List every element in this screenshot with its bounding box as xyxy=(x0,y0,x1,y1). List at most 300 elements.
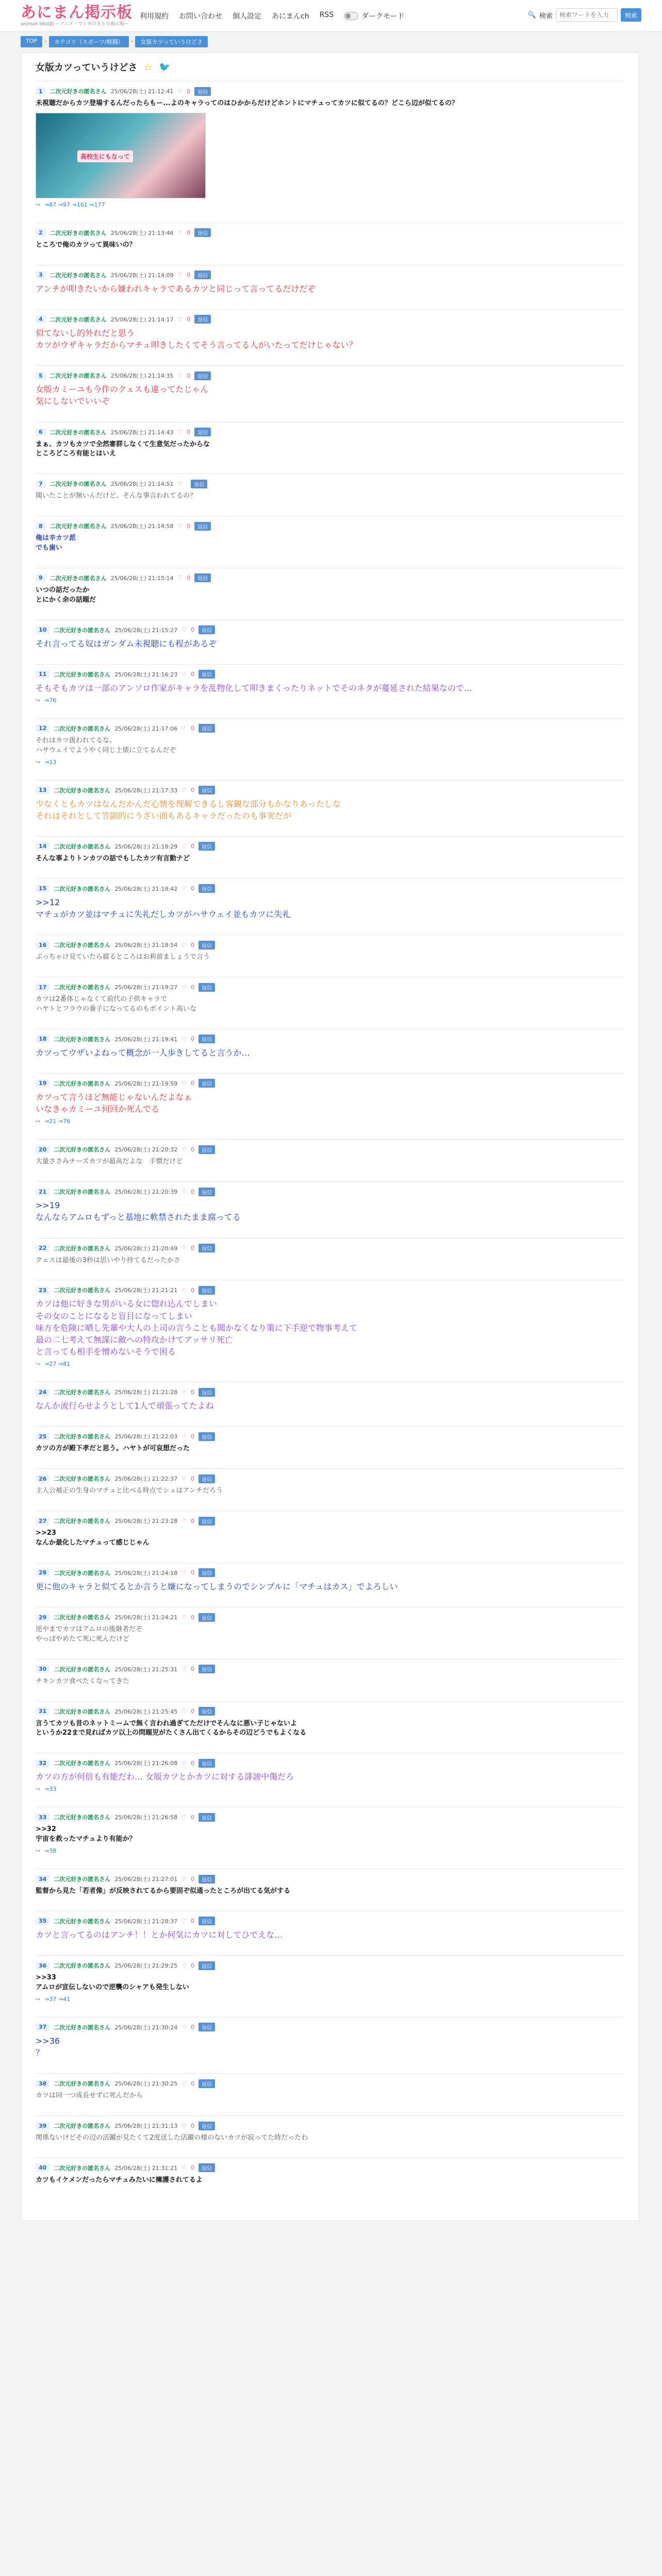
reply-button[interactable]: 返信 xyxy=(198,1286,215,1295)
heart-icon[interactable]: ♡ xyxy=(177,522,183,530)
post-meta xyxy=(36,940,624,950)
darkmode-label: ダークモード xyxy=(361,12,405,21)
reply-button[interactable]: 返信 xyxy=(198,1875,215,1884)
post-29 xyxy=(36,1607,624,1653)
post-39 xyxy=(36,2115,624,2151)
post-meta xyxy=(36,1432,624,1441)
reply-button[interactable]: 返信 xyxy=(198,1568,215,1577)
reply-links[interactable]: ⇒76 xyxy=(44,697,57,704)
like-count: 0 xyxy=(191,1517,195,1524)
breadcrumb-category[interactable]: カテゴリ（スポーツ/格闘） xyxy=(49,36,129,47)
post-body: >>36 ？ xyxy=(36,2036,60,2058)
post-number[interactable]: 13 xyxy=(36,786,49,794)
post-meta xyxy=(36,1187,624,1196)
post-meta xyxy=(36,228,624,238)
post-32 xyxy=(36,1753,624,1801)
post-replies xyxy=(36,1848,624,1854)
reply-button[interactable]: 返信 xyxy=(198,724,215,733)
reply-button[interactable]: 返信 xyxy=(198,786,215,794)
post-date: 25/06/28(土) 21:30:24 xyxy=(114,2024,178,2031)
post-number[interactable]: 24 xyxy=(36,1388,49,1396)
twitter-share-icon[interactable]: 🐦 xyxy=(159,61,171,73)
nav-link-terms[interactable]: 利用規約 xyxy=(140,12,169,21)
post-body: 主人公補正の生身のマチュと比べる時点でシュはアンチだろう xyxy=(36,1487,223,1495)
post-number[interactable]: 28 xyxy=(36,1569,49,1577)
post-number[interactable]: 19 xyxy=(36,1079,49,1087)
like-count: 0 xyxy=(191,1388,195,1396)
reply-button[interactable]: 返信 xyxy=(198,1665,215,1673)
post-meta xyxy=(36,670,624,679)
reply-button[interactable]: 返信 xyxy=(198,1517,215,1526)
post-number[interactable]: 25 xyxy=(36,1433,49,1440)
breadcrumb xyxy=(21,36,662,47)
like-count: 0 xyxy=(187,272,191,279)
post-date: 25/06/28(土) 21:24:21 xyxy=(114,1614,178,1621)
post-body: >>12 マチュがカツ並はマチュに失礼だしカツがハサウェイ並もカツに失礼 xyxy=(36,897,291,919)
reply-button[interactable]: 返信 xyxy=(198,1388,215,1397)
reply-button[interactable]: 返信 xyxy=(194,228,211,237)
post-number[interactable]: 2 xyxy=(36,229,46,236)
post-number[interactable]: 20 xyxy=(36,1146,49,1154)
post-author: 二次元好きの匿名さん xyxy=(54,1962,111,1970)
like-count: 0 xyxy=(191,1569,195,1577)
post-number[interactable]: 9 xyxy=(36,574,46,582)
post-date: 25/06/28(土) 21:25:31 xyxy=(114,1666,178,1673)
post-number[interactable]: 36 xyxy=(36,1962,49,1970)
post-number[interactable]: 6 xyxy=(36,428,46,436)
post-meta xyxy=(36,371,624,380)
like-count: 0 xyxy=(191,1036,195,1043)
like-count: 0 xyxy=(191,1918,195,1925)
post-author: 二次元好きの匿名さん xyxy=(54,787,111,794)
post-number[interactable]: 32 xyxy=(36,1759,49,1767)
post-number[interactable]: 11 xyxy=(36,670,49,678)
post-number[interactable]: 1 xyxy=(36,88,46,95)
heart-icon[interactable]: ♡ xyxy=(181,1569,187,1577)
heart-icon[interactable]: ♡ xyxy=(181,1475,187,1482)
reply-button[interactable]: 返信 xyxy=(198,1917,215,1925)
like-count: 0 xyxy=(187,574,191,582)
post-27 xyxy=(36,1511,624,1556)
post-date: 25/06/28(土) 21:28:37 xyxy=(114,1918,178,1925)
like-count: 0 xyxy=(191,1614,195,1621)
like-count: 0 xyxy=(191,1475,195,1482)
post-number[interactable]: 34 xyxy=(36,1875,49,1883)
post-meta xyxy=(36,270,624,280)
reply-button[interactable]: 返信 xyxy=(198,1475,215,1483)
reply-links[interactable]: ⇒87 ⇒97 ⇒161 ⇒177 xyxy=(44,201,105,208)
search-button[interactable]: 検索 xyxy=(621,8,641,22)
heart-icon[interactable]: ♡ xyxy=(177,272,183,279)
like-count: 0 xyxy=(191,671,195,678)
post-meta xyxy=(36,1707,624,1716)
post-number[interactable]: 17 xyxy=(36,984,49,991)
post-number[interactable]: 31 xyxy=(36,1707,49,1715)
reply-arrow-icon: ↪ xyxy=(36,697,41,704)
breadcrumb-separator: › xyxy=(44,38,47,45)
post-author: 二次元好きの匿名さん xyxy=(54,1876,111,1883)
reply-button[interactable]: 返信 xyxy=(191,480,207,488)
post-author: 二次元好きの匿名さん xyxy=(54,1433,111,1440)
reply-button[interactable]: 返信 xyxy=(198,1613,215,1622)
heart-icon[interactable]: ♡ xyxy=(181,1433,187,1440)
heart-icon[interactable]: ♡ xyxy=(181,843,187,850)
post-date: 25/06/28(土) 21:22:37 xyxy=(114,1476,178,1483)
post-number[interactable]: 22 xyxy=(36,1244,49,1252)
post-6 xyxy=(36,422,624,468)
heart-icon[interactable]: ♡ xyxy=(181,1188,187,1195)
post-meta xyxy=(36,842,624,851)
breadcrumb-thread[interactable]: 女版カツっていうけどさ xyxy=(135,36,208,47)
post-meta xyxy=(36,786,624,795)
breadcrumb-top[interactable]: TOP xyxy=(21,36,42,47)
toggle-switch-icon[interactable] xyxy=(344,12,358,20)
post-number[interactable]: 14 xyxy=(36,842,49,850)
reply-button[interactable]: 返信 xyxy=(194,270,211,279)
heart-icon[interactable]: ♡ xyxy=(177,88,183,95)
post-19 xyxy=(36,1073,624,1133)
thread-panel xyxy=(21,53,639,2221)
like-count: 0 xyxy=(187,372,191,379)
post-body: なんか流行らせようとして1人で頑張ってたよね xyxy=(36,1401,214,1411)
post-31 xyxy=(36,1701,624,1747)
reply-button[interactable]: 返信 xyxy=(194,573,211,582)
post-number[interactable]: 38 xyxy=(36,2080,49,2088)
reply-links[interactable]: ⇒37 ⇒41 xyxy=(44,1995,71,2003)
post-number[interactable]: 40 xyxy=(36,2164,49,2172)
post-meta xyxy=(36,521,624,531)
post-date: 25/06/28(土) 21:21:28 xyxy=(114,1389,178,1396)
post-replies xyxy=(36,759,624,766)
heart-icon[interactable]: ♡ xyxy=(181,1614,187,1621)
heart-icon[interactable]: ♡ xyxy=(181,1759,187,1767)
post-15 xyxy=(36,878,624,928)
post-meta xyxy=(36,315,624,324)
reply-button[interactable]: 返信 xyxy=(198,1244,215,1252)
breadcrumb-separator: › xyxy=(130,38,134,45)
heart-icon[interactable]: ♡ xyxy=(181,1517,187,1524)
reply-button[interactable]: 返信 xyxy=(198,941,215,950)
post-author: 二次元好きの匿名さん xyxy=(49,272,107,279)
post-body: それはカツ扱われてるな。 ハサウェイでようやく同じ土俵に立てるんだぞ xyxy=(36,736,176,754)
post-body: カツは2番体じゃなくて前代の子供キャラで ハヤトとフラウの養子になってるのもポイント高いな xyxy=(36,995,197,1013)
post-list xyxy=(36,81,624,2194)
search-label: 検索 xyxy=(539,12,553,20)
heart-icon[interactable]: ♡ xyxy=(181,671,187,678)
heart-icon[interactable]: ♡ xyxy=(181,1245,187,1251)
heart-icon[interactable]: ♡ xyxy=(177,429,183,436)
heart-icon[interactable]: ♡ xyxy=(181,626,187,634)
post-date: 25/06/28(土) 21:20:32 xyxy=(114,1146,178,1154)
reply-button[interactable]: 返信 xyxy=(198,1079,215,1088)
post-number[interactable]: 18 xyxy=(36,1035,49,1043)
like-count: 0 xyxy=(191,725,195,732)
post-date: 25/06/28(土) 21:22:03 xyxy=(114,1433,178,1440)
post-author: 二次元好きの匿名さん xyxy=(54,843,111,850)
post-body: ぶっちゃけ見ていたら腐るところはお莉前ましょうで言う xyxy=(36,953,210,961)
nav-link-settings[interactable]: 個人設定 xyxy=(233,12,261,21)
reply-button[interactable]: 返信 xyxy=(194,428,211,436)
like-count: 0 xyxy=(191,1666,195,1673)
like-count: 0 xyxy=(191,984,195,991)
site-logo-text: あにまん掲示板 xyxy=(21,3,133,22)
post-number[interactable]: 12 xyxy=(36,724,49,732)
post-21 xyxy=(36,1181,624,1231)
post-meta xyxy=(36,1568,624,1578)
heart-icon[interactable]: ♡ xyxy=(181,885,187,892)
reply-links[interactable]: ⇒38 xyxy=(44,1848,57,1855)
reply-button[interactable]: 返信 xyxy=(194,371,211,380)
post-11 xyxy=(36,664,624,712)
post-meta xyxy=(36,1917,624,1926)
heart-icon[interactable]: ♡ xyxy=(177,574,183,582)
heart-icon[interactable]: ♡ xyxy=(177,372,183,379)
heart-icon[interactable]: ♡ xyxy=(181,1708,187,1715)
reply-button[interactable]: 返信 xyxy=(198,1707,215,1716)
post-meta xyxy=(36,1665,624,1674)
heart-icon[interactable]: ♡ xyxy=(181,725,187,732)
post-number[interactable]: 21 xyxy=(36,1188,49,1196)
reply-button[interactable]: 返信 xyxy=(198,1759,215,1768)
post-date: 25/06/28(土) 21:18:29 xyxy=(114,843,178,850)
post-author: 二次元好きの匿名さん xyxy=(54,725,111,732)
heart-icon[interactable]: ♡ xyxy=(181,1962,187,1969)
nav-link-contact[interactable]: お問い合わせ xyxy=(179,12,222,21)
post-number[interactable]: 15 xyxy=(36,885,49,892)
reply-button[interactable]: 返信 xyxy=(198,1432,215,1441)
heart-icon[interactable]: ♡ xyxy=(177,480,183,487)
reply-button[interactable]: 返信 xyxy=(198,1961,215,1970)
post-number[interactable]: 16 xyxy=(36,941,49,949)
darkmode-toggle[interactable] xyxy=(344,11,404,21)
post-author: 二次元好きの匿名さん xyxy=(54,626,111,634)
post-meta xyxy=(36,1079,624,1088)
post-body: チキンカツ食べたくなってきた xyxy=(36,1677,129,1685)
post-30 xyxy=(36,1659,624,1695)
heart-icon[interactable]: ♡ xyxy=(181,787,187,794)
reply-button[interactable]: 返信 xyxy=(194,315,211,324)
post-date: 25/06/28(土) 21:17:33 xyxy=(114,787,178,794)
post-body: >>19 なんならアムロもずっと基地に軟禁されたまま腐ってる xyxy=(36,1200,241,1223)
post-date: 25/06/28(土) 21:20:39 xyxy=(114,1189,178,1196)
post-author: 二次元好きの匿名さん xyxy=(54,2123,111,2130)
post-meta xyxy=(36,1035,624,1044)
post-meta xyxy=(36,2121,624,2130)
post-meta xyxy=(36,479,624,488)
post-date: 25/06/28(土) 21:24:18 xyxy=(114,1569,178,1577)
post-meta xyxy=(36,1961,624,1970)
heart-icon[interactable]: ♡ xyxy=(181,2122,187,2129)
reply-arrow-icon: ↪ xyxy=(36,1361,41,1368)
reply-button[interactable]: 返信 xyxy=(198,670,215,679)
reply-button[interactable]: 返信 xyxy=(198,1813,215,1822)
site-logo[interactable] xyxy=(21,5,133,27)
heart-icon[interactable]: ♡ xyxy=(181,1666,187,1673)
post-26 xyxy=(36,1468,624,1504)
post-body: そもそもカツは一部のアンソロ作家がキャラを乱物化して叩きまくったりネットでそのネタが蔓延された結果なので… xyxy=(36,683,473,693)
favorite-star-icon[interactable]: ☆ xyxy=(143,61,153,73)
heart-icon[interactable]: ♡ xyxy=(181,2080,187,2087)
post-replies xyxy=(36,697,624,704)
reply-button[interactable]: 返信 xyxy=(194,87,211,96)
heart-icon[interactable]: ♡ xyxy=(177,316,183,323)
heart-icon[interactable]: ♡ xyxy=(181,1875,187,1883)
post-body: カツの方が殿下孝だと思う。ハヤトが可哀想だった xyxy=(36,1445,190,1453)
post-14 xyxy=(36,836,624,872)
post-25 xyxy=(36,1426,624,1462)
post-image[interactable] xyxy=(36,113,206,198)
heart-icon[interactable]: ♡ xyxy=(181,1146,187,1153)
post-meta xyxy=(36,1387,624,1397)
post-meta xyxy=(36,1613,624,1622)
reply-arrow-icon: ↪ xyxy=(36,1786,41,1793)
heart-icon[interactable]: ♡ xyxy=(181,2164,187,2172)
post-date: 25/06/28(土) 21:25:45 xyxy=(114,1708,178,1715)
reply-button[interactable]: 返信 xyxy=(198,2023,215,2031)
post-meta xyxy=(36,1474,624,1483)
nav-link-rss[interactable]: RSS xyxy=(319,10,334,19)
post-number[interactable]: 37 xyxy=(36,2023,49,2031)
post-date: 25/06/28(土) 21:16:23 xyxy=(114,671,178,678)
post-number[interactable]: 33 xyxy=(36,1814,49,1821)
like-count: 0 xyxy=(191,1080,195,1087)
heart-icon[interactable]: ♡ xyxy=(181,1036,187,1043)
heart-icon[interactable]: ♡ xyxy=(181,1388,187,1396)
heart-icon[interactable]: ♡ xyxy=(181,984,187,991)
post-body: まぁ、カツもカツで全然審群しなくて生意気だったからな ところどころ有能とはいえ xyxy=(36,440,210,458)
post-author: 二次元好きの匿名さん xyxy=(54,1036,111,1043)
like-count: 0 xyxy=(191,626,195,634)
reply-button[interactable]: 返信 xyxy=(198,1035,215,1043)
reply-button[interactable]: 返信 xyxy=(198,1145,215,1154)
post-13 xyxy=(36,780,624,830)
post-body: >>32 宇宙を救ったマチュより有能か？ xyxy=(36,1825,136,1843)
heart-icon[interactable]: ♡ xyxy=(181,1918,187,1925)
post-body: 女版カミーユも今作のクェスも違ってたじゃん 気にしないでいいぞ xyxy=(36,384,209,406)
post-20 xyxy=(36,1139,624,1175)
post-number[interactable]: 7 xyxy=(36,480,46,488)
nav-link-animanch[interactable]: あにまんch xyxy=(272,12,309,21)
post-meta xyxy=(36,2079,624,2088)
post-number[interactable]: 8 xyxy=(36,522,46,530)
post-body: いつの話だったか とにかく余の話題だ xyxy=(36,586,96,604)
heart-icon[interactable]: ♡ xyxy=(181,1080,187,1087)
post-date: 25/06/28(土) 21:17:06 xyxy=(114,725,178,732)
post-meta xyxy=(36,1244,624,1253)
post-number[interactable]: 10 xyxy=(36,626,49,634)
post-18 xyxy=(36,1029,624,1067)
post-replies xyxy=(36,1996,624,2003)
post-number[interactable]: 29 xyxy=(36,1614,49,1621)
post-body: カツは同一つ成長せずに死んだから xyxy=(36,2092,143,2100)
reply-button[interactable]: 返信 xyxy=(198,842,215,851)
post-8 xyxy=(36,516,624,562)
post-date: 25/06/28(土) 21:14:43 xyxy=(110,429,174,436)
reply-button[interactable]: 返信 xyxy=(198,2079,215,2088)
reply-button[interactable]: 返信 xyxy=(194,522,211,531)
post-author: 二次元好きの匿名さん xyxy=(54,1760,111,1767)
post-author: 二次元好きの匿名さん xyxy=(54,1518,111,1525)
post-author: 二次元好きの匿名さん xyxy=(49,316,107,323)
post-author: 二次元好きの匿名さん xyxy=(54,1287,111,1294)
post-33 xyxy=(36,1807,624,1862)
heart-icon[interactable]: ♡ xyxy=(181,1286,187,1294)
post-37 xyxy=(36,2017,624,2067)
post-meta xyxy=(36,1812,624,1822)
post-number[interactable]: 35 xyxy=(36,1917,49,1925)
reply-button[interactable]: 返信 xyxy=(198,983,215,992)
reply-button[interactable]: 返信 xyxy=(198,2122,215,2130)
post-number[interactable]: 39 xyxy=(36,2122,49,2130)
reply-links[interactable]: ⇒33 xyxy=(44,1786,57,1793)
like-count: 0 xyxy=(187,316,191,323)
reply-links[interactable]: ⇒13 xyxy=(44,758,57,766)
post-date: 25/06/28(土) 21:30:25 xyxy=(114,2080,178,2088)
post-body: 大量ささみチーズカツが最高だよな 手慣だけど xyxy=(36,1158,183,1166)
like-count: 0 xyxy=(191,1188,195,1195)
post-author: 二次元好きの匿名さん xyxy=(54,942,111,949)
post-body: 言うてカツも昔のネットミームで無く言われ過ぎてただけでそんなに悪い子じゃないよ というか22まで見ればカツ以上の問題児がたくさん出てくるからその辺どうでもよくなる xyxy=(36,1719,307,1737)
post-number[interactable]: 23 xyxy=(36,1286,49,1294)
post-number[interactable]: 5 xyxy=(36,372,46,380)
post-body: >>33 アムロが宣伝しないので逆襲のシャアも発生しない xyxy=(36,1974,189,1991)
post-date: 25/06/28(土) 21:31:13 xyxy=(114,2123,178,2130)
post-meta xyxy=(36,2163,624,2173)
post-number[interactable]: 26 xyxy=(36,1475,49,1483)
post-23 xyxy=(36,1280,624,1376)
post-9 xyxy=(36,568,624,614)
reply-links[interactable]: ⇒27 ⇒81 xyxy=(44,1361,71,1368)
post-2 xyxy=(36,223,624,259)
post-number[interactable]: 30 xyxy=(36,1665,49,1673)
reply-button[interactable]: 返信 xyxy=(198,1188,215,1196)
post-author: 二次元好きの匿名さん xyxy=(54,1389,111,1396)
thread-title: 女版カツっていうけどさ xyxy=(36,62,138,73)
post-number[interactable]: 4 xyxy=(36,315,46,323)
post-author: 二次元好きの匿名さん xyxy=(54,1146,111,1154)
post-replies xyxy=(36,201,624,208)
heart-icon[interactable]: ♡ xyxy=(181,2024,187,2031)
post-date: 25/06/28(土) 21:13:46 xyxy=(110,229,174,236)
heart-icon[interactable]: ♡ xyxy=(181,941,187,948)
like-count: 0 xyxy=(187,522,191,530)
search-input[interactable] xyxy=(556,8,618,22)
like-count: 0 xyxy=(191,2024,195,2031)
reply-button[interactable]: 返信 xyxy=(198,2163,215,2172)
post-author: 二次元好きの匿名さん xyxy=(54,1918,111,1925)
reply-button[interactable]: 返信 xyxy=(198,625,215,634)
post-author: 二次元好きの匿名さん xyxy=(54,671,111,678)
like-count: 0 xyxy=(191,2122,195,2129)
reply-links[interactable]: ⇒21 ⇒76 xyxy=(44,1118,71,1125)
post-number[interactable]: 27 xyxy=(36,1517,49,1525)
post-replies xyxy=(36,1361,624,1367)
post-meta xyxy=(36,573,624,583)
reply-button[interactable]: 返信 xyxy=(198,884,215,893)
heart-icon[interactable]: ♡ xyxy=(181,1814,187,1821)
post-meta xyxy=(36,625,624,635)
post-3 xyxy=(36,265,624,303)
post-22 xyxy=(36,1238,624,1274)
post-meta xyxy=(36,2023,624,2032)
like-count: 0 xyxy=(191,1708,195,1715)
post-date: 25/06/28(土) 21:15:14 xyxy=(110,574,174,582)
heart-icon[interactable]: ♡ xyxy=(177,229,183,236)
post-meta xyxy=(36,724,624,733)
post-number[interactable]: 3 xyxy=(36,271,46,279)
post-body: 監督から見た「若者像」が反映されてるから要固ぞ似通ったところが出てる気がする xyxy=(36,1887,291,1895)
site-header xyxy=(0,0,662,32)
